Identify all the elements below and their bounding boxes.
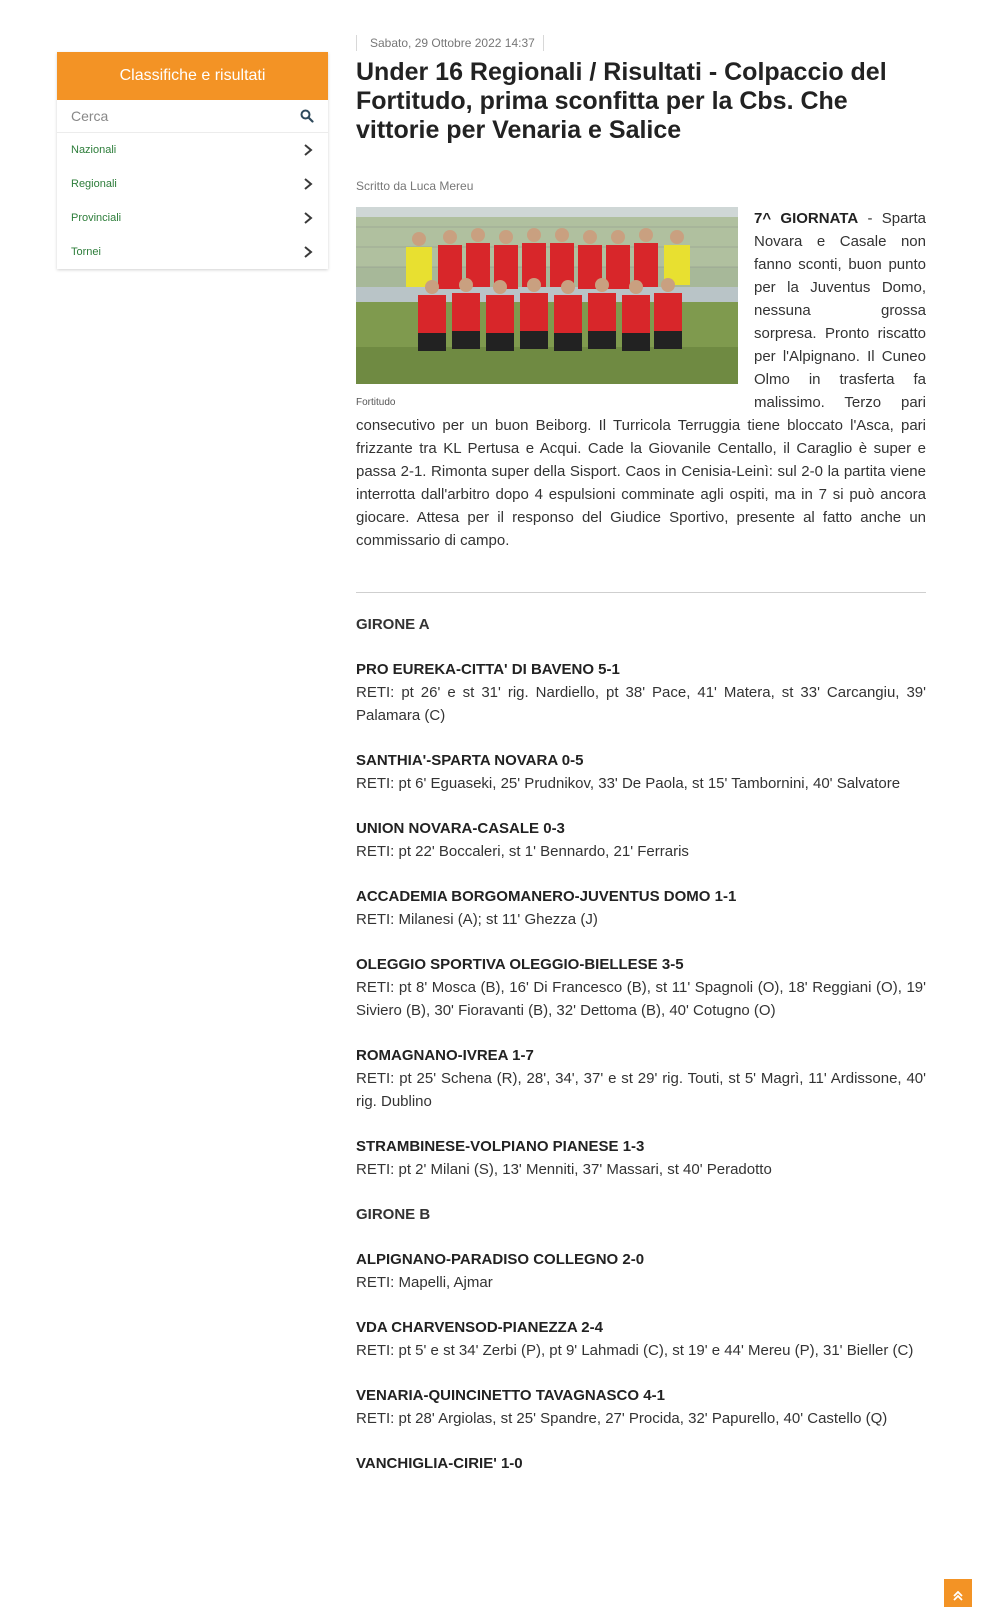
match-goals: RETI: pt 5' e st 34' Zerbi (P), pt 9' Lahmadi (C), st 19' e 44' Mereu (P), 31' Bieller (C)	[356, 1342, 914, 1359]
match-title: SANTHIA'-SPARTA NOVARA 0-5	[356, 752, 584, 769]
group-title: GIRONE B	[356, 1206, 431, 1223]
sidebar-item-label: Regionali	[71, 178, 117, 190]
sidebar-header: Classifiche e risultati	[57, 52, 328, 100]
match-title: ALPIGNANO-PARADISO COLLEGNO 2-0	[356, 1251, 645, 1268]
chevron-right-icon	[302, 245, 314, 259]
sidebar	[57, 52, 328, 269]
match-item	[356, 1384, 926, 1430]
match-title: VANCHIGLIA-CIRIE' 1-0	[356, 1455, 523, 1472]
article-figure	[356, 207, 738, 410]
match-title: ACCADEMIA BORGOMANERO-JUVENTUS DOMO 1-1	[356, 888, 737, 905]
sidebar-item-nazionali[interactable]	[57, 133, 328, 167]
match-item	[356, 1316, 926, 1362]
article-body	[356, 207, 926, 552]
chevron-right-icon	[302, 143, 314, 157]
match-item	[356, 1044, 926, 1113]
match-item	[356, 885, 926, 931]
team-photo[interactable]	[356, 207, 738, 384]
sidebar-item-label: Nazionali	[71, 144, 117, 156]
match-title: OLEGGIO SPORTIVA OLEGGIO-BIELLESE 3-5	[356, 956, 684, 973]
search-input[interactable]	[71, 108, 271, 124]
match-goals: RETI: Milanesi (A); st 11' Ghezza (J)	[356, 911, 598, 928]
lead-text: - Sparta Novara e Casale non fanno sconti, buon punto per la Juventus Domo, nessuna grossa sorpresa. Pronto riscatto per l'Alpignano. Il Cuneo Olmo in trasferta fa malissimo. Terzo pari consecutivo per un buon Beiborg. Il Turricola Terruggia tiene bloccato l'Asca, pari frizzante tra KL Pertusa e Acqui. Cade la Giovanile Centallo, il Caraglio è super e passa 2-1. Rimonta super della Sisport. Caos in Cenisia-Leinì: sul 2-0 la partita viene interrotta dall'arbitro dopo 4 espulsioni comminate agli ospiti, ma in 7 si può ancora giocare. Attesa per il responso del Giudice Sportivo, presente al fatto anche un commissario di campo.	[356, 210, 926, 549]
match-item	[356, 749, 926, 795]
match-goals: RETI: pt 2' Milani (S), 13' Menniti, 37' Massari, st 40' Peradotto	[356, 1161, 772, 1178]
search-bar	[57, 100, 328, 133]
article-main	[356, 34, 926, 1497]
match-item	[356, 658, 926, 727]
article-date: Sabato, 29 Ottobre 2022 14:37	[356, 35, 544, 51]
match-goals: RETI: pt 26' e st 31' rig. Nardiello, pt 38' Pace, 41' Matera, st 33' Carcangiu, 39' Palamara (C)	[356, 684, 926, 724]
sidebar-item-tornei[interactable]	[57, 235, 328, 269]
match-title: VENARIA-QUINCINETTO TAVAGNASCO 4-1	[356, 1387, 665, 1404]
article-author: Scritto da Luca Mereu	[356, 179, 474, 193]
match-goals: RETI: Mapelli, Ajmar	[356, 1274, 493, 1291]
match-goals: RETI: pt 8' Mosca (B), 16' Di Francesco (B), st 11' Spagnoli (O), 18' Reggiani (O), 19' Siviero (B), 30' Fioravanti (B), 32' Dettoma (B), 40' Cotugno (O)	[356, 979, 926, 1019]
sidebar-item-regionali[interactable]	[57, 167, 328, 201]
match-item	[356, 817, 926, 863]
double-chevron-up-icon	[953, 1588, 963, 1598]
sidebar-item-provinciali[interactable]	[57, 201, 328, 235]
match-title: STRAMBINESE-VOLPIANO PIANESE 1-3	[356, 1138, 645, 1155]
sidebar-item-label: Tornei	[71, 246, 101, 258]
match-item	[356, 1248, 926, 1294]
section-divider	[356, 592, 926, 593]
scroll-to-top-button[interactable]	[944, 1579, 972, 1607]
match-goals: RETI: pt 25' Schena (R), 28', 34', 37' e st 29' rig. Touti, st 5' Magrì, 11' Ardissone, 40' rig. Dublino	[356, 1070, 926, 1110]
match-title: UNION NOVARA-CASALE 0-3	[356, 820, 565, 837]
match-goals: RETI: pt 6' Eguaseki, 25' Prudnikov, 33' De Paola, st 15' Tambornini, 40' Salvatore	[356, 775, 901, 792]
match-title: PRO EUREKA-CITTA' DI BAVENO 5-1	[356, 661, 620, 678]
group-title: GIRONE A	[356, 616, 430, 633]
lead-heading: 7^ GIORNATA	[754, 210, 859, 227]
results-list	[356, 613, 926, 1475]
match-title: ROMAGNANO-IVREA 1-7	[356, 1047, 534, 1064]
chevron-right-icon	[302, 177, 314, 191]
match-goals: RETI: pt 28' Argiolas, st 25' Spandre, 27' Procida, 32' Papurello, 40' Castello (Q)	[356, 1410, 888, 1427]
match-item	[356, 1135, 926, 1181]
match-item	[356, 953, 926, 1022]
chevron-right-icon	[302, 211, 314, 225]
match-title: VDA CHARVENSOD-PIANEZZA 2-4	[356, 1319, 603, 1336]
match-item	[356, 1452, 926, 1475]
article-title: Under 16 Regionali / Risultati - Colpaccio del Fortitudo, prima sconfitta per la Cbs. Che vittorie per Venaria e Salice	[356, 58, 887, 144]
sidebar-item-label: Provinciali	[71, 212, 122, 224]
match-goals: RETI: pt 22' Boccaleri, st 1' Bennardo, 21' Ferraris	[356, 843, 689, 860]
search-icon[interactable]	[300, 109, 314, 123]
photo-caption: Fortitudo	[356, 397, 396, 408]
